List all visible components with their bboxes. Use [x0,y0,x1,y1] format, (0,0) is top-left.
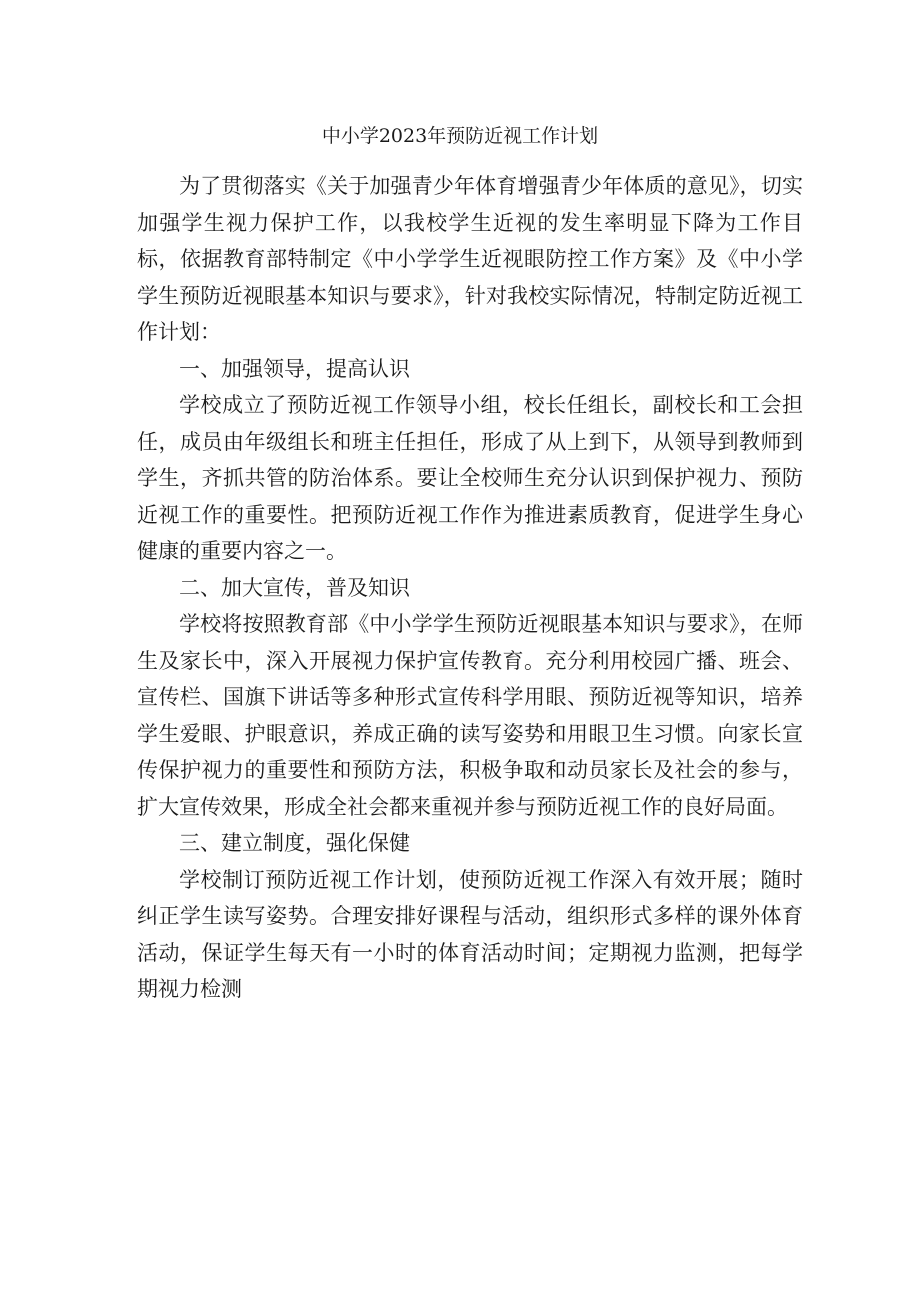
section-heading-2: 二、加大宣传，普及知识 [179,575,410,600]
intro-paragraph: 为了贯彻落实《关于加强青少年体育增强青少年体质的意见》，切实加强学生视力保护工作，以我校学生近视的发生率明显下降为工作目标，依据教育部特制定《中小学学生近视眼防控工作方案》及《中小学学生预防近视眼基本知识与要求》，针对我校实际情况，特制定防近视工作计划： [137,174,803,344]
section-paragraph-1: 学校成立了预防近视工作领导小组，校长任组长，副校长和工会担任，成员由年级组长和班主任担任，形成了从上到下，从领导到教师到学生，齐抓共管的防治体系。要让全校师生充分认识到保护视力、预防近视工作的重要性。把预防近视工作作为推进素质教育，促进学生身心健康的重要内容之一。 [137,393,803,563]
document-body [137,168,803,1008]
section-paragraph-2: 学校将按照教育部《中小学学生预防近视眼基本知识与要求》，在师生及家长中，深入开展视力保护宣传教育。充分利用校园广播、班会、宣传栏、国旗下讲话等多种形式宣传科学用眼、预防近视等知识，培养学生爱眼、护眼意识，养成正确的读写姿势和用眼卫生习惯。向家长宣传保护视力的重要性和预防方法，积极争取和动员家长及社会的参与，扩大宣传效果，形成全社会都来重视并参与预防近视工作的良好局面。 [137,612,803,819]
document-title: 中小学2023年预防近视工作计划 [321,125,599,147]
section-heading-3: 三、建立制度，强化保健 [179,831,410,855]
section-heading-1: 一、加强领导，提高认识 [179,356,410,381]
section-paragraph-3: 学校制订预防近视工作计划，使预防近视工作深入有效开展；随时纠正学生读写姿势。合理安排好课程与活动，组织形式多样的课外体育活动，保证学生每天有一小时的体育活动时间；定期视力监测，把每学期视力检测 [137,867,803,1001]
